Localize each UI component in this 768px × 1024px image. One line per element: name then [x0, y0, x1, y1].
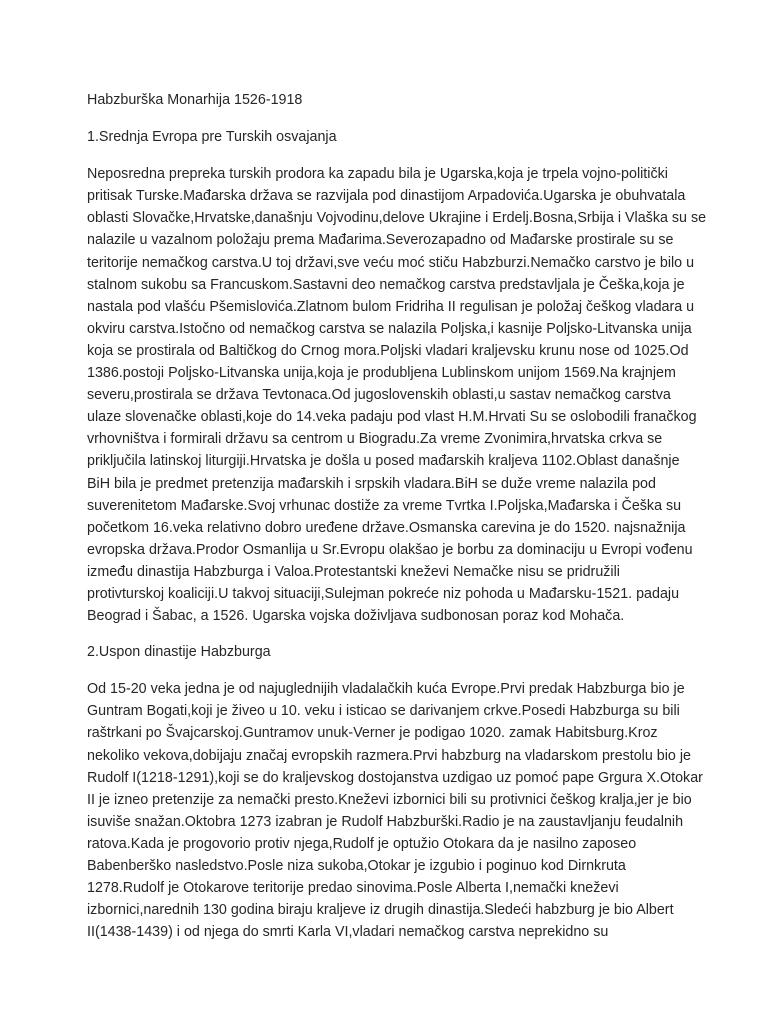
paragraph-line: Beograd i Šabac, a 1526. Ugarska vojska doživljava sudbonosan poraz kod Mohača.	[87, 608, 625, 625]
paragraph-line: evropska država.Prodor Osmanlija u Sr.Evropu olakšao je borbu za dominaciju u Evropi vođenu	[87, 541, 693, 558]
paragraph-line: raštrkani po Švajcarskoj.Guntramov unuk-Verner je podigao 1020. zamak Habitsburg.Kroz	[87, 725, 658, 742]
paragraph-line: 1386.postoji Poljsko-Litvanska unija,koja je produbljena Lublinskom unijom 1569.Na krajnjem	[87, 365, 676, 382]
paragraph-line: nekoliko vekova,dobijaju značaj evropskih razmera.Prvi habzburg na vladarskom prestolu bio je	[87, 747, 691, 764]
paragraph-line: nalazile u vazalnom položaju prema Mađarima.Severozapadno od Mađarske prostirale su se	[87, 232, 674, 249]
paragraph-line: Od 15-20 veka jedna je od najuglednijih vladalačkih kuća Evrope.Prvi predak Habzburga bio je	[87, 681, 685, 698]
paragraph-line: ratova.Kada je progovorio protiv njega,Rudolf je optužio Otokara da je nasilno zaposeo	[87, 835, 637, 852]
paragraph-line: II(1438-1439) i od njega do smrti Karla VI,vladari nemačkog carstva neprekidno su	[87, 924, 609, 941]
paragraph-line: 1278.Rudolf je Otokarove teritorije predao sinovima.Posle Alberta I,nemački kneževi	[87, 880, 619, 897]
paragraph-line: II je izneo pretenzije za nemački presto.Kneževi izbornici bili su protivnici češkog kralja,jer je bio	[87, 791, 692, 808]
paragraph-line: Neposredna prepreka turskih prodora ka zapadu bila je Ugarska,koja je trpela vojno-politički	[87, 166, 668, 183]
paragraph-line: severu,prostirala se država Tevtonaca.Od jugoslovenskih oblasti,u sastav nemačkog carstva	[87, 387, 671, 404]
section-1-heading: 1.Srednja Evropa pre Turskih osvajanja	[87, 129, 337, 146]
paragraph-line: između dinastija Habzburga i Valoa.Protestantski kneževi Nemačke nisu se pridružili	[87, 563, 620, 580]
paragraph-line: oblasti Slovačke,Hrvatske,današnju Vojvodinu,delove Ukrajine i Erdelj.Bosna,Srbija i Vlaška su se	[87, 210, 707, 227]
paragraph-line: teritorije nemačkog carstva.U toj državi,sve veću moć stiču Habzburzi.Nemačko carstvo je bilo u	[87, 254, 695, 271]
paragraph-line: Babenberško nasledstvo.Posle niza sukoba,Otokar je izgubio i poginuo kod Dirnkruta	[87, 858, 626, 874]
paragraph-line: stalnom sukobu sa Francuskom.Sastavni deo nemačkog carstva predstavljala je Češka,koja je	[87, 276, 685, 293]
paragraph-line: priključila latinskoj liturgiji.Hrvatska je došla u posed mađarskih kraljeva 1102.Oblast današnje	[87, 453, 680, 470]
document-page	[87, 89, 707, 957]
paragraph-line: vrhovništva i formirali državu sa centrom u Biogradu.Za vreme Zvonimira,hrvatska crkva se	[87, 431, 663, 448]
section-1-paragraph	[87, 163, 707, 627]
paragraph-line: protivturskoj koaliciji.U takvoj situaciji,Sulejman pokreće niz pohoda u Mađarsku-1521. padaju	[87, 585, 680, 602]
paragraph-line: okviru carstva.Istočno od nemačkog carstva se nalazila Poljska,i kasnije Poljsko-Litvanska unija	[87, 320, 692, 337]
document-title: Habzburška Monarhija 1526-1918	[87, 92, 303, 108]
paragraph-line: isuviše snažan.Oktobra 1273 izabran je Rudolf Habzburški.Radio je na zaustavljanju feudalnih	[87, 813, 684, 830]
paragraph-line: Rudolf I(1218-1291),koji se do kraljevskog dostojanstva uzdigao uz pomoć pape Grgura X.Otokar	[87, 769, 703, 786]
paragraph-line: ulaze slovenačke oblasti,koje do 14.veka padaju pod vlast H.M.Hrvati Su se oslobodili franačkog	[87, 409, 697, 426]
section-2-paragraph	[87, 678, 703, 943]
section-2-heading: 2.Uspon dinastije Habzburga	[87, 644, 271, 661]
paragraph-line: Guntram Bogati,koji je živeo u 10. veku i isticao se darivanjem crkve.Posedi Habzburga su bili	[87, 703, 680, 720]
paragraph-line: suverenitetom Mađarske.Svoj vrhunac dostiže za vreme Tvrtka I.Poljska,Mađarska i Češka su	[87, 497, 682, 514]
paragraph-line: BiH bila je predmet pretenzija mađarskih i srpskih vladara.BiH se duže vreme nalazila pod	[87, 475, 656, 492]
paragraph-line: početkom 16.veka relativno dobro uređene države.Osmanska carevina je do 1520. najsnažnija	[87, 519, 686, 536]
paragraph-line: nastala pod vlašću Pšemislovića.Zlatnom bulom Fridriha II regulisan je položaj češkog vladara u	[87, 298, 695, 315]
paragraph-line: pritisak Turske.Mađarska država se razvijala pod dinastijom Arpadovića.Ugarska je obuhvatala	[87, 188, 686, 205]
paragraph-line: koja se prostirala od Baltičkog do Crnog mora.Poljski vladari kraljevsku krunu nose od 1025.Od	[87, 342, 689, 359]
paragraph-line: izbornici,narednih 130 godina biraju kraljeve iz drugih dinastija.Sledeći habzburg je bio Albert	[87, 902, 674, 919]
